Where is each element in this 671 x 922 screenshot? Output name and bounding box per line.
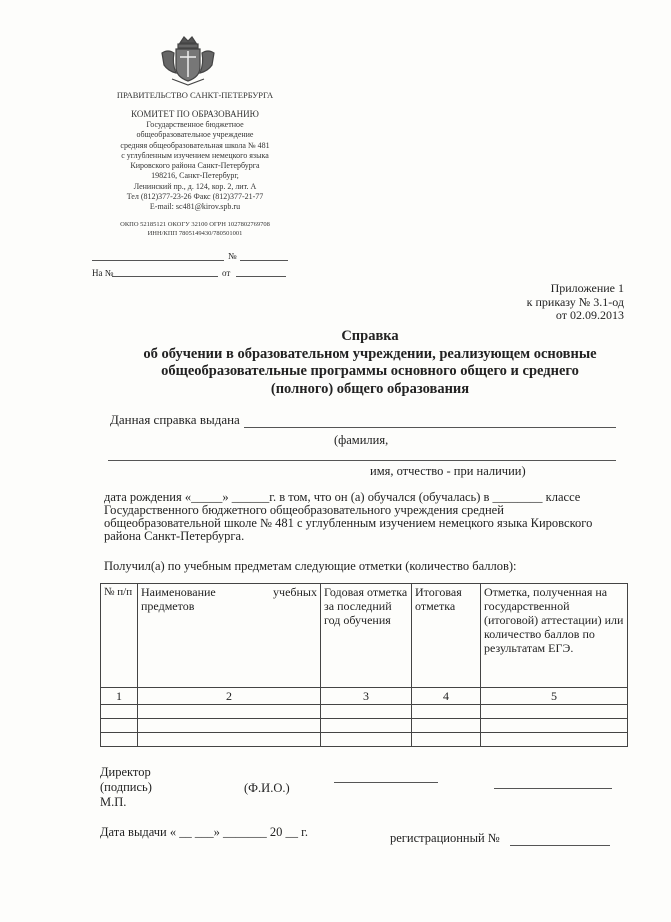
document-title xyxy=(110,328,630,398)
table-cell[interactable] xyxy=(138,719,321,733)
school-line: средняя общеобразовательная школа № 481 xyxy=(120,140,270,150)
school-line: Кировского района Санкт-Петербурга xyxy=(130,161,260,171)
table-cell: 3 xyxy=(321,688,412,705)
table-cell[interactable] xyxy=(101,733,138,747)
inn-kpp: ИНН/КПП 7805149430/780501001 xyxy=(147,230,243,237)
appendix-line: от 02.09.2013 xyxy=(555,308,624,322)
appendix-line: Приложение 1 xyxy=(550,281,624,295)
table-row xyxy=(101,719,628,733)
title-line: общеобразовательные программы основного общего и среднего xyxy=(161,363,579,379)
table-cell[interactable] xyxy=(101,719,138,733)
title-line: Справка xyxy=(341,328,399,344)
registration-number-label: регистрационный № xyxy=(390,831,500,845)
table-cell[interactable] xyxy=(321,719,412,733)
outgoing-number-line xyxy=(92,260,224,261)
table-row xyxy=(101,688,628,705)
from-date-field xyxy=(236,276,286,277)
table-cell[interactable] xyxy=(481,719,628,733)
registration-number-field xyxy=(510,845,610,846)
coat-of-arms-emblem xyxy=(158,33,218,87)
fio-label: (Ф.И.О.) xyxy=(244,781,290,795)
issued-to-label: Данная справка выдана xyxy=(110,412,240,427)
from-label: от xyxy=(222,268,231,278)
director-block xyxy=(100,765,152,810)
grades-table xyxy=(100,583,628,747)
on-number-label: На № xyxy=(92,268,114,278)
surname-field xyxy=(244,427,616,428)
school-type-line: Государственного бюджетного общеобразовательного учреждения средней xyxy=(104,503,504,517)
birth-date-line: дата рождения «_____» ______г. в том, что он (а) обучался (обучалась) в ________ классе xyxy=(104,490,581,504)
on-number-field xyxy=(112,276,218,277)
fio-line xyxy=(494,788,612,789)
table-cell[interactable] xyxy=(412,733,481,747)
grades-intro: Получил(а) по учебным предметам следующие отметки (количество баллов): xyxy=(104,559,517,573)
school-name-line: общеобразовательной школе № 481 с углубленным изучением немецкого языка Кировского xyxy=(104,516,593,530)
issue-date: Дата выдачи « __ ___» _______ 20 __ г. xyxy=(100,825,308,839)
table-row xyxy=(101,733,628,747)
name-hint: имя, отчество - при наличии) xyxy=(370,464,526,478)
col-header-final: Итоговая отметка xyxy=(412,584,481,688)
school-email: E-mail: sc481@kirov.spb.ru xyxy=(149,202,241,212)
signature-label: (подпись) xyxy=(100,780,152,794)
number-sign: № xyxy=(228,251,237,261)
school-line: с углубленным изучением немецкого языка xyxy=(121,150,269,160)
table-cell[interactable] xyxy=(412,719,481,733)
col-header-subject: Наименование учебных предметов xyxy=(138,584,321,688)
table-cell: 5 xyxy=(481,688,628,705)
name-field xyxy=(108,460,616,461)
table-cell[interactable] xyxy=(321,705,412,719)
committee-name: КОМИТЕТ ПО ОБРАЗОВАНИЮ xyxy=(131,109,259,119)
school-line: Государственное бюджетное xyxy=(146,120,244,129)
table-cell[interactable] xyxy=(481,733,628,747)
title-line: об обучении в образовательном учреждении, реализующем основные xyxy=(143,345,597,362)
table-header-row xyxy=(101,584,628,688)
table-cell[interactable] xyxy=(138,733,321,747)
table-cell: 2 xyxy=(138,688,321,705)
district-line: района Санкт-Петербурга. xyxy=(104,529,245,543)
signature-line xyxy=(334,782,438,783)
col-header-exam: Отметка, полученная на государственной (итоговой) аттестации) или количество баллов по результатам ЕГЭ. xyxy=(481,584,628,688)
school-line: Тел (812)377-23-26 Факс (812)377-21-77 xyxy=(126,192,264,202)
table-cell: 4 xyxy=(412,688,481,705)
table-cell: 1 xyxy=(101,688,138,705)
stamp-label: М.П. xyxy=(100,795,127,809)
director-label: Директор xyxy=(100,765,151,779)
appendix-line: к приказу № 3.1-од xyxy=(526,294,624,309)
surname-hint: (фамилия, xyxy=(334,433,389,447)
title-line: (полного) общего образования xyxy=(270,380,470,397)
table-cell[interactable] xyxy=(138,705,321,719)
col-header-annual: Годовая отметка за последний год обучения xyxy=(321,584,412,688)
table-cell[interactable] xyxy=(321,733,412,747)
table-row xyxy=(101,705,628,719)
government-name: ПРАВИТЕЛЬСТВО САНКТ-ПЕТЕРБУРГА xyxy=(116,90,274,100)
outgoing-number-field xyxy=(240,260,288,261)
school-line: Ленинский пр., д. 124, кор. 2, лит. А xyxy=(133,181,257,191)
org-codes: ОКПО 52185121 ОКОГУ 32100 ОГРН 1027802769708 xyxy=(120,221,270,228)
table-cell[interactable] xyxy=(101,705,138,719)
appendix-block xyxy=(470,282,624,323)
school-line: 198216, Санкт-Петербург, xyxy=(151,171,239,181)
school-details xyxy=(70,120,320,213)
school-line: общеобразовательное учреждение xyxy=(136,130,254,140)
table-cell[interactable] xyxy=(412,705,481,719)
col-header-number: № п/п xyxy=(101,584,138,688)
table-cell[interactable] xyxy=(481,705,628,719)
